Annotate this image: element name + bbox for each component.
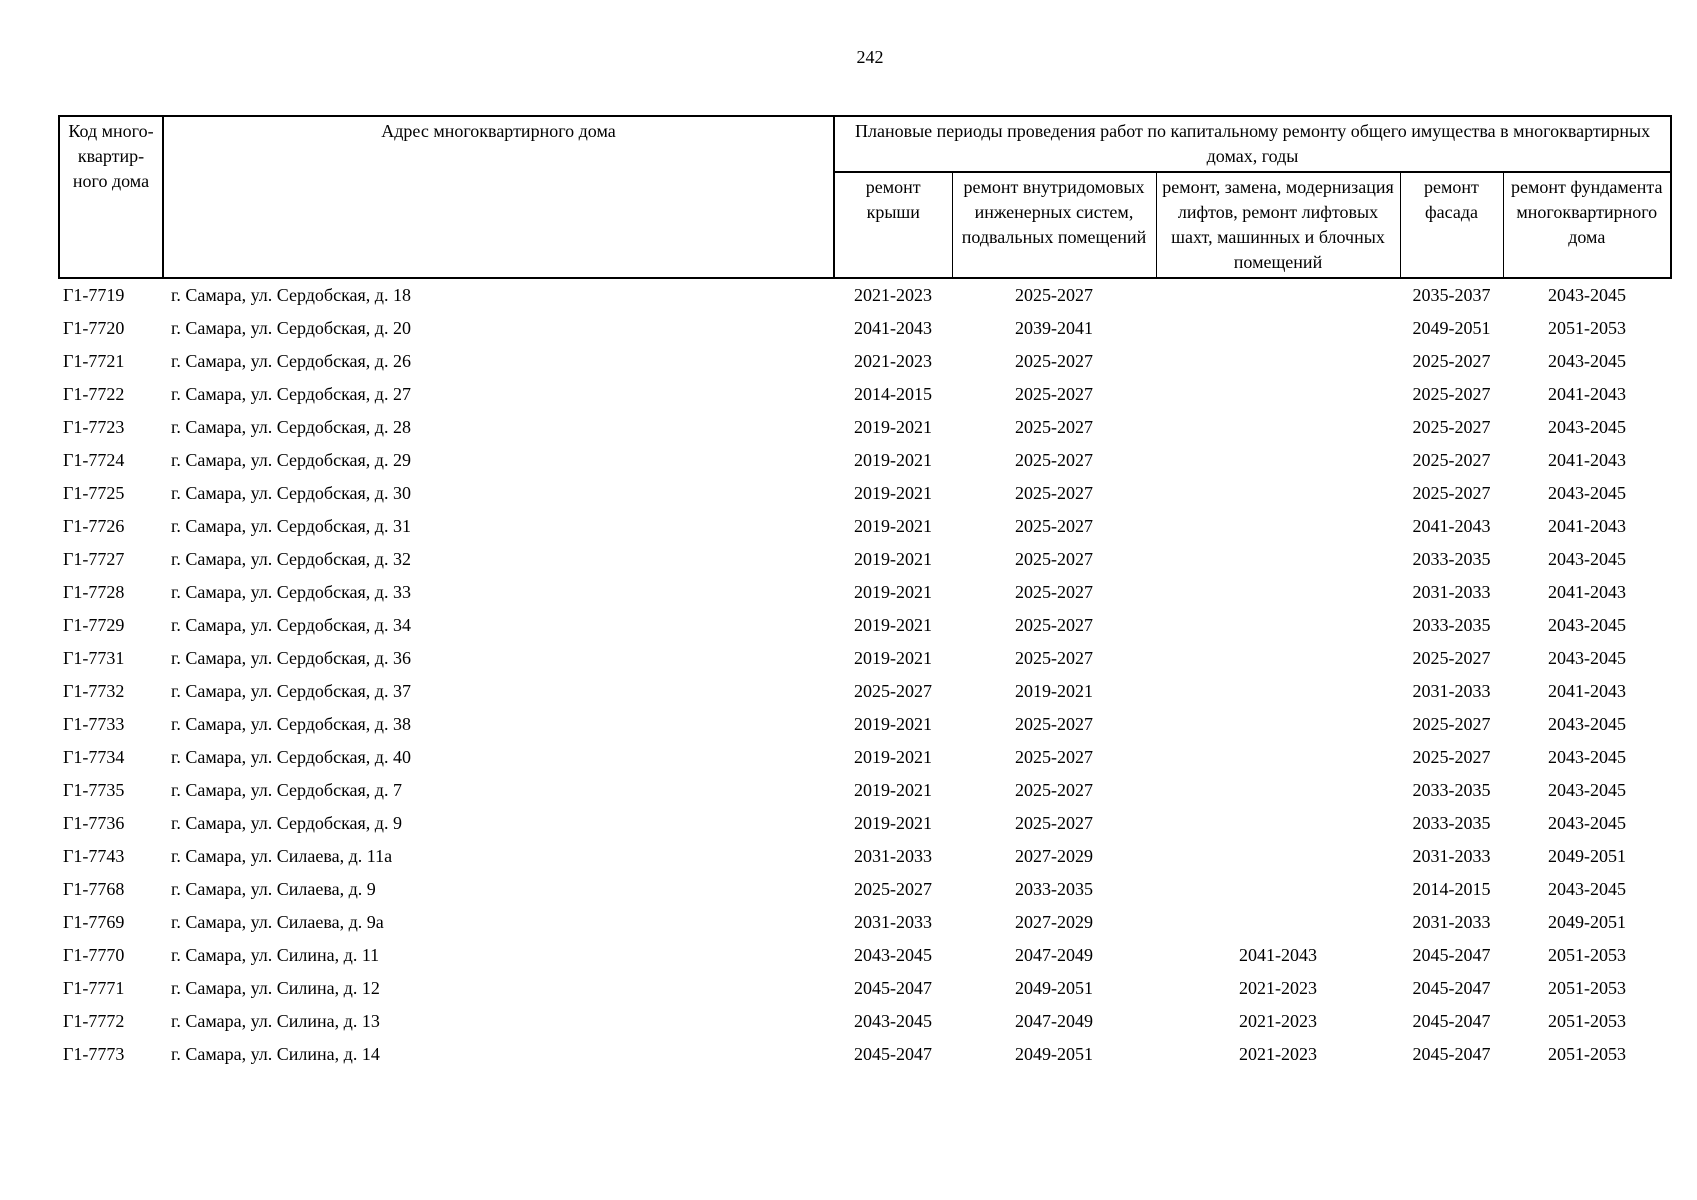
table-row — [59, 378, 1671, 411]
cell-code: Г1-7720 — [63, 318, 125, 338]
cell-code: Г1-7768 — [63, 879, 125, 899]
cell-address: г. Самара, ул. Сердобская, д. 38 — [171, 714, 411, 734]
cell-engineering: 2025-2027 — [1015, 516, 1093, 536]
cell-facade: 2031-2033 — [1412, 912, 1491, 932]
cell-engineering: 2025-2027 — [1015, 582, 1093, 602]
cell-code: Г1-7736 — [63, 813, 125, 833]
cell-facade: 2033-2035 — [1412, 813, 1491, 833]
cell-lift — [1156, 576, 1400, 609]
cell-lift — [1156, 345, 1400, 378]
cell-facade: 2041-2043 — [1412, 516, 1491, 536]
table-body — [59, 278, 1671, 1071]
cell-engineering: 2025-2027 — [1015, 483, 1093, 503]
cell-engineering: 2025-2027 — [1015, 351, 1093, 371]
cell-foundation: 2051-2053 — [1548, 318, 1627, 338]
cell-engineering: 2027-2029 — [1015, 912, 1093, 932]
header-engineering: ремонт внутридомовых инженерных систем, подвальных помещений — [952, 172, 1156, 278]
header-foundation: ремонт фундамента многоквартирного дома — [1503, 172, 1671, 278]
cell-foundation: 2051-2053 — [1548, 978, 1627, 998]
cell-facade: 2033-2035 — [1412, 780, 1491, 800]
header-code: Код много-квартир-ного дома — [59, 116, 163, 278]
cell-facade: 2033-2035 — [1412, 549, 1491, 569]
header-lift: ремонт, замена, модернизация лифтов, ремонт лифтовых шахт, машинных и блочных помещений — [1156, 172, 1400, 278]
cell-address: г. Самара, ул. Сердобская, д. 26 — [171, 351, 411, 371]
cell-code: Г1-7723 — [63, 417, 125, 437]
cell-address: г. Самара, ул. Сердобская, д. 20 — [171, 318, 411, 338]
cell-lift — [1156, 278, 1400, 312]
cell-lift: 2041-2043 — [1239, 945, 1317, 965]
cell-lift — [1156, 906, 1400, 939]
cell-facade: 2031-2033 — [1412, 846, 1491, 866]
cell-engineering: 2019-2021 — [1015, 681, 1093, 701]
cell-facade: 2049-2051 — [1412, 318, 1491, 338]
cell-foundation: 2043-2045 — [1548, 648, 1627, 668]
cell-engineering: 2033-2035 — [1015, 879, 1093, 899]
cell-foundation: 2041-2043 — [1548, 384, 1627, 404]
table-row — [59, 708, 1671, 741]
table-row — [59, 840, 1671, 873]
cell-foundation: 2043-2045 — [1548, 549, 1627, 569]
cell-roof: 2019-2021 — [854, 582, 932, 602]
cell-engineering: 2047-2049 — [1015, 1011, 1093, 1031]
cell-roof: 2019-2021 — [854, 714, 932, 734]
header-facade: ремонт фасада — [1400, 172, 1503, 278]
cell-roof: 2019-2021 — [854, 648, 932, 668]
cell-roof: 2019-2021 — [854, 483, 932, 503]
cell-address: г. Самара, ул. Силина, д. 11 — [171, 945, 380, 965]
cell-address: г. Самара, ул. Сердобская, д. 40 — [171, 747, 411, 767]
cell-foundation: 2043-2045 — [1548, 417, 1627, 437]
cell-lift — [1156, 510, 1400, 543]
cell-address: г. Самара, ул. Сердобская, д. 32 — [171, 549, 411, 569]
cell-engineering: 2039-2041 — [1015, 318, 1093, 338]
cell-roof: 2014-2015 — [854, 384, 932, 404]
cell-lift — [1156, 774, 1400, 807]
cell-engineering: 2027-2029 — [1015, 846, 1093, 866]
cell-foundation: 2041-2043 — [1548, 450, 1627, 470]
table-row — [59, 312, 1671, 345]
cell-roof: 2019-2021 — [854, 549, 932, 569]
table-row — [59, 873, 1671, 906]
cell-address: г. Самара, ул. Силина, д. 14 — [171, 1044, 380, 1064]
cell-code: Г1-7725 — [63, 483, 125, 503]
table-row — [59, 444, 1671, 477]
cell-address: г. Самара, ул. Сердобская, д. 18 — [171, 285, 411, 305]
cell-code: Г1-7729 — [63, 615, 125, 635]
cell-lift: 2021-2023 — [1239, 978, 1317, 998]
cell-facade: 2025-2027 — [1412, 714, 1491, 734]
cell-facade: 2025-2027 — [1412, 648, 1491, 668]
cell-facade: 2045-2047 — [1412, 945, 1491, 965]
cell-roof: 2019-2021 — [854, 516, 932, 536]
cell-facade: 2031-2033 — [1412, 582, 1491, 602]
cell-roof: 2021-2023 — [854, 285, 932, 305]
cell-facade: 2025-2027 — [1412, 483, 1491, 503]
cell-engineering: 2025-2027 — [1015, 549, 1093, 569]
cell-foundation: 2049-2051 — [1548, 912, 1627, 932]
cell-engineering: 2025-2027 — [1015, 780, 1093, 800]
cell-roof: 2019-2021 — [854, 417, 932, 437]
cell-roof: 2019-2021 — [854, 615, 932, 635]
table-header — [59, 116, 1671, 278]
cell-engineering: 2025-2027 — [1015, 615, 1093, 635]
cell-lift: 2021-2023 — [1239, 1044, 1317, 1064]
cell-roof: 2043-2045 — [854, 1011, 932, 1031]
table-row — [59, 278, 1671, 312]
table-row — [59, 510, 1671, 543]
cell-code: Г1-7769 — [63, 912, 125, 932]
cell-address: г. Самара, ул. Сердобская, д. 30 — [171, 483, 411, 503]
cell-address: г. Самара, ул. Сердобская, д. 31 — [171, 516, 411, 536]
cell-facade: 2014-2015 — [1412, 879, 1491, 899]
cell-engineering: 2025-2027 — [1015, 450, 1093, 470]
cell-address: г. Самара, ул. Сердобская, д. 27 — [171, 384, 411, 404]
header-planned-periods: Плановые периоды проведения работ по капитальному ремонту общего имущества в многоквартирных домах, годы — [834, 116, 1671, 172]
cell-code: Г1-7726 — [63, 516, 125, 536]
cell-foundation: 2043-2045 — [1548, 285, 1627, 305]
cell-facade: 2025-2027 — [1412, 417, 1491, 437]
table-row — [59, 972, 1671, 1005]
cell-facade: 2025-2027 — [1412, 351, 1491, 371]
cell-roof: 2019-2021 — [854, 747, 932, 767]
cell-address: г. Самара, ул. Сердобская, д. 7 — [171, 780, 402, 800]
cell-code: Г1-7735 — [63, 780, 125, 800]
cell-lift — [1156, 378, 1400, 411]
cell-foundation: 2043-2045 — [1548, 483, 1627, 503]
cell-foundation: 2043-2045 — [1548, 714, 1627, 734]
cell-lift: 2021-2023 — [1239, 1011, 1317, 1031]
cell-code: Г1-7727 — [63, 549, 125, 569]
cell-facade: 2025-2027 — [1412, 747, 1491, 767]
cell-engineering: 2025-2027 — [1015, 813, 1093, 833]
cell-engineering: 2049-2051 — [1015, 1044, 1093, 1064]
cell-code: Г1-7724 — [63, 450, 125, 470]
table-row — [59, 939, 1671, 972]
cell-lift — [1156, 411, 1400, 444]
cell-address: г. Самара, ул. Силаева, д. 9а — [171, 912, 384, 932]
cell-code: Г1-7721 — [63, 351, 125, 371]
table-row — [59, 345, 1671, 378]
cell-facade: 2025-2027 — [1412, 384, 1491, 404]
cell-engineering: 2025-2027 — [1015, 714, 1093, 734]
cell-foundation: 2043-2045 — [1548, 813, 1627, 833]
cell-code: Г1-7728 — [63, 582, 125, 602]
cell-address: г. Самара, ул. Сердобская, д. 33 — [171, 582, 411, 602]
cell-engineering: 2025-2027 — [1015, 285, 1093, 305]
table-row — [59, 576, 1671, 609]
cell-foundation: 2043-2045 — [1548, 747, 1627, 767]
cell-foundation: 2051-2053 — [1548, 945, 1627, 965]
cell-lift — [1156, 543, 1400, 576]
cell-foundation: 2049-2051 — [1548, 846, 1627, 866]
cell-facade: 2031-2033 — [1412, 681, 1491, 701]
table-row — [59, 1038, 1671, 1071]
cell-address: г. Самара, ул. Сердобская, д. 9 — [171, 813, 402, 833]
cell-address: г. Самара, ул. Силаева, д. 9 — [171, 879, 376, 899]
cell-code: Г1-7772 — [63, 1011, 125, 1031]
cell-engineering: 2025-2027 — [1015, 384, 1093, 404]
cell-address: г. Самара, ул. Сердобская, д. 36 — [171, 648, 411, 668]
cell-foundation: 2041-2043 — [1548, 516, 1627, 536]
cell-code: Г1-7722 — [63, 384, 125, 404]
cell-code: Г1-7743 — [63, 846, 125, 866]
header-roof: ремонт крыши — [834, 172, 952, 278]
cell-lift — [1156, 477, 1400, 510]
cell-engineering: 2025-2027 — [1015, 417, 1093, 437]
cell-address: г. Самара, ул. Силина, д. 12 — [171, 978, 380, 998]
repair-schedule-table — [58, 115, 1672, 1071]
cell-engineering: 2025-2027 — [1015, 648, 1093, 668]
cell-lift — [1156, 675, 1400, 708]
cell-code: Г1-7734 — [63, 747, 125, 767]
table-row — [59, 543, 1671, 576]
table-row — [59, 774, 1671, 807]
cell-engineering: 2047-2049 — [1015, 945, 1093, 965]
cell-roof: 2043-2045 — [854, 945, 932, 965]
table-row — [59, 411, 1671, 444]
cell-roof: 2025-2027 — [854, 681, 932, 701]
cell-address: г. Самара, ул. Сердобская, д. 37 — [171, 681, 411, 701]
cell-code: Г1-7732 — [63, 681, 125, 701]
cell-foundation: 2043-2045 — [1548, 780, 1627, 800]
table-row — [59, 477, 1671, 510]
cell-lift — [1156, 609, 1400, 642]
cell-address: г. Самара, ул. Сердобская, д. 28 — [171, 417, 411, 437]
cell-address: г. Самара, ул. Силаева, д. 11а — [171, 846, 393, 866]
cell-roof: 2045-2047 — [854, 978, 932, 998]
cell-roof: 2019-2021 — [854, 450, 932, 470]
cell-foundation: 2043-2045 — [1548, 879, 1627, 899]
cell-foundation: 2043-2045 — [1548, 615, 1627, 635]
cell-foundation: 2051-2053 — [1548, 1011, 1627, 1031]
cell-lift — [1156, 444, 1400, 477]
cell-facade: 2045-2047 — [1412, 978, 1491, 998]
cell-lift — [1156, 840, 1400, 873]
cell-lift — [1156, 642, 1400, 675]
page-number: 242 — [856, 47, 884, 67]
cell-code: Г1-7771 — [63, 978, 125, 998]
cell-code: Г1-7719 — [63, 285, 125, 305]
cell-roof: 2021-2023 — [854, 351, 932, 371]
cell-facade: 2035-2037 — [1412, 285, 1491, 305]
header-address: Адрес многоквартирного дома — [163, 116, 834, 278]
cell-code: Г1-7773 — [63, 1044, 125, 1064]
cell-code: Г1-7733 — [63, 714, 125, 734]
cell-roof: 2041-2043 — [854, 318, 932, 338]
cell-facade: 2045-2047 — [1412, 1044, 1491, 1064]
table-row — [59, 642, 1671, 675]
cell-foundation: 2043-2045 — [1548, 351, 1627, 371]
cell-lift — [1156, 708, 1400, 741]
cell-lift — [1156, 312, 1400, 345]
cell-foundation: 2051-2053 — [1548, 1044, 1627, 1064]
cell-roof: 2045-2047 — [854, 1044, 932, 1064]
cell-address: г. Самара, ул. Сердобская, д. 34 — [171, 615, 411, 635]
cell-facade: 2025-2027 — [1412, 450, 1491, 470]
cell-foundation: 2041-2043 — [1548, 582, 1627, 602]
cell-code: Г1-7731 — [63, 648, 125, 668]
table-row — [59, 609, 1671, 642]
table-row — [59, 906, 1671, 939]
cell-roof: 2019-2021 — [854, 780, 932, 800]
cell-foundation: 2041-2043 — [1548, 681, 1627, 701]
table-row — [59, 675, 1671, 708]
cell-address: г. Самара, ул. Сердобская, д. 29 — [171, 450, 411, 470]
table-row — [59, 741, 1671, 774]
cell-lift — [1156, 741, 1400, 774]
cell-facade: 2033-2035 — [1412, 615, 1491, 635]
cell-engineering: 2049-2051 — [1015, 978, 1093, 998]
cell-lift — [1156, 873, 1400, 906]
cell-facade: 2045-2047 — [1412, 1011, 1491, 1031]
cell-roof: 2031-2033 — [854, 846, 932, 866]
cell-lift — [1156, 807, 1400, 840]
cell-roof: 2031-2033 — [854, 912, 932, 932]
table-row — [59, 1005, 1671, 1038]
cell-address: г. Самара, ул. Силина, д. 13 — [171, 1011, 380, 1031]
cell-roof: 2019-2021 — [854, 813, 932, 833]
cell-code: Г1-7770 — [63, 945, 125, 965]
cell-roof: 2025-2027 — [854, 879, 932, 899]
cell-engineering: 2025-2027 — [1015, 747, 1093, 767]
table-row — [59, 807, 1671, 840]
